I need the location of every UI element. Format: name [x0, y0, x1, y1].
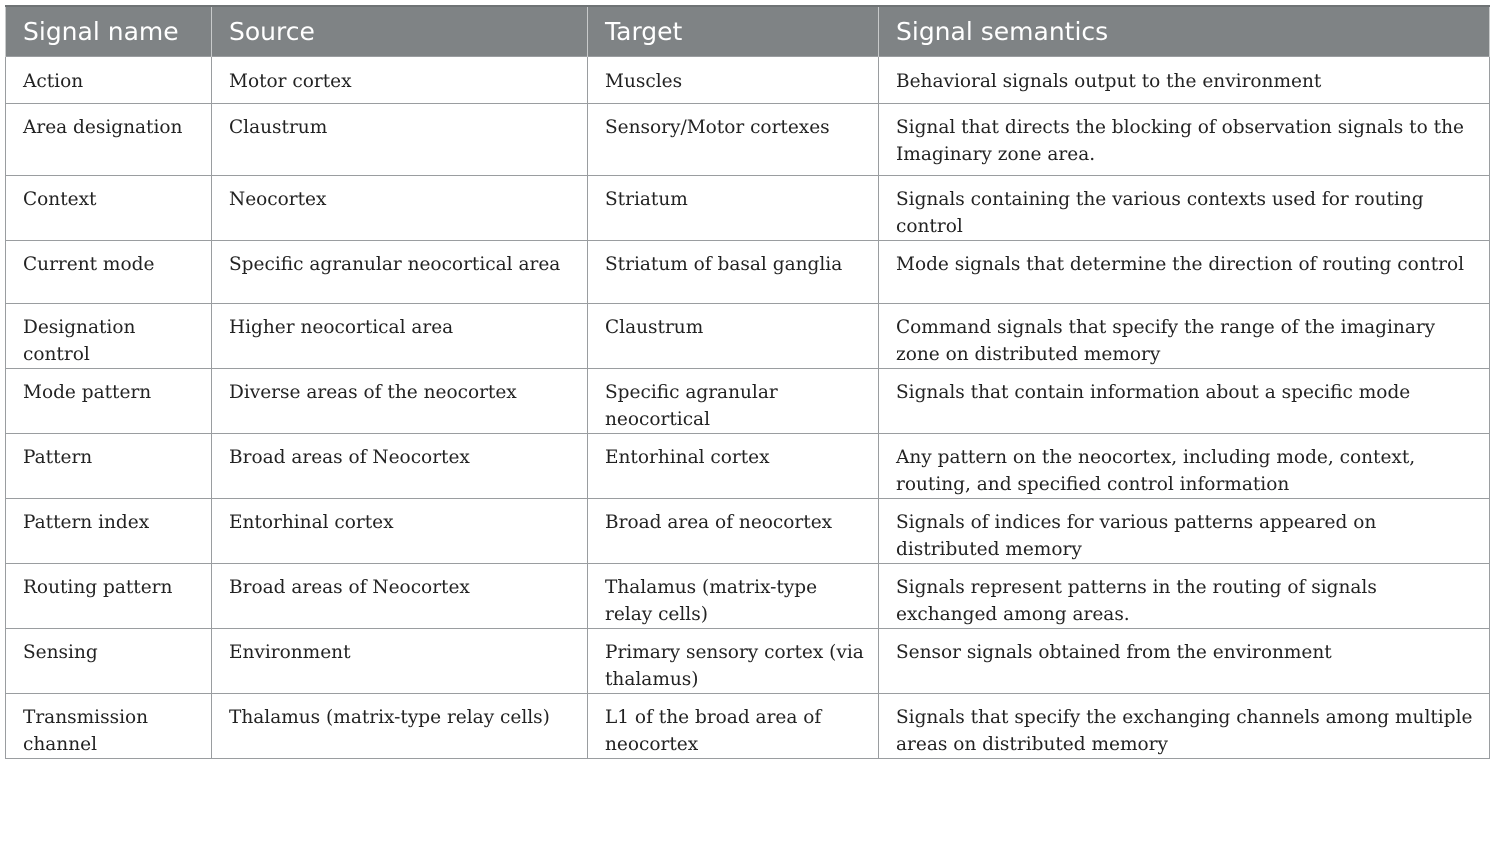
- cell-semantics: Signals represent patterns in the routing of signals exchanged among areas.: [879, 564, 1490, 629]
- cell-target: Broad area of neocortex: [588, 499, 879, 564]
- cell-semantics: Signals containing the various contexts used for routing control: [879, 176, 1490, 241]
- table-row: [6, 176, 1490, 241]
- cell-semantics: Signals of indices for various patterns appeared on distributed memory: [879, 499, 1490, 564]
- cell-signal-name: Routing pattern: [6, 564, 212, 629]
- table-row: [6, 241, 1490, 304]
- table-row: [6, 564, 1490, 629]
- cell-signal-name: Pattern index: [6, 499, 212, 564]
- cell-signal-name: Mode pattern: [6, 369, 212, 434]
- cell-target: L1 of the broad area of neocortex: [588, 694, 879, 759]
- cell-source: Thalamus (matrix-type relay cells): [212, 694, 588, 759]
- table-row: [6, 694, 1490, 759]
- cell-target: Thalamus (matrix-type relay cells): [588, 564, 879, 629]
- cell-signal-name: Action: [6, 57, 212, 104]
- table-row: [6, 434, 1490, 499]
- table-row: [6, 629, 1490, 694]
- cell-semantics: Behavioral signals output to the environment: [879, 57, 1490, 104]
- cell-source: Motor cortex: [212, 57, 588, 104]
- cell-signal-name: Area designation: [6, 104, 212, 176]
- table-row: [6, 499, 1490, 564]
- cell-signal-name: Transmission channel: [6, 694, 212, 759]
- cell-source: Neocortex: [212, 176, 588, 241]
- header-row: [6, 6, 1490, 57]
- header-signal-name: Signal name: [6, 6, 212, 57]
- cell-target: Primary sensory cortex (via thalamus): [588, 629, 879, 694]
- cell-semantics: Command signals that specify the range of the imaginary zone on distributed memory: [879, 304, 1490, 369]
- header-source: Source: [212, 6, 588, 57]
- cell-semantics: Sensor signals obtained from the environment: [879, 629, 1490, 694]
- cell-target: Muscles: [588, 57, 879, 104]
- table-row: [6, 304, 1490, 369]
- cell-source: Higher neocortical area: [212, 304, 588, 369]
- cell-signal-name: Sensing: [6, 629, 212, 694]
- cell-source: Claustrum: [212, 104, 588, 176]
- cell-semantics: Signal that directs the blocking of observation signals to the Imaginary zone area.: [879, 104, 1490, 176]
- table-row: [6, 104, 1490, 176]
- cell-target: Striatum: [588, 176, 879, 241]
- cell-source: Specific agranular neocortical area: [212, 241, 588, 304]
- cell-signal-name: Current mode: [6, 241, 212, 304]
- cell-source: Broad areas of Neocortex: [212, 564, 588, 629]
- cell-target: Specific agranular neocortical: [588, 369, 879, 434]
- cell-target: Sensory/Motor cortexes: [588, 104, 879, 176]
- table-row: [6, 369, 1490, 434]
- header-signal-semantics: Signal semantics: [879, 6, 1490, 57]
- cell-semantics: Signals that specify the exchanging channels among multiple areas on distributed memory: [879, 694, 1490, 759]
- cell-semantics: Signals that contain information about a specific mode: [879, 369, 1490, 434]
- cell-source: Entorhinal cortex: [212, 499, 588, 564]
- cell-source: Environment: [212, 629, 588, 694]
- cell-signal-name: Pattern: [6, 434, 212, 499]
- cell-signal-name: Designation control: [6, 304, 212, 369]
- cell-semantics: Mode signals that determine the direction of routing control: [879, 241, 1490, 304]
- signal-table: [5, 5, 1490, 759]
- table-body: [6, 57, 1490, 759]
- signal-table-container: [5, 5, 1489, 759]
- table-row: [6, 57, 1490, 104]
- cell-target: Striatum of basal ganglia: [588, 241, 879, 304]
- cell-target: Claustrum: [588, 304, 879, 369]
- header-target: Target: [588, 6, 879, 57]
- cell-semantics: Any pattern on the neocortex, including mode, context, routing, and specified control information: [879, 434, 1490, 499]
- table-header: [6, 6, 1490, 57]
- cell-source: Broad areas of Neocortex: [212, 434, 588, 499]
- cell-target: Entorhinal cortex: [588, 434, 879, 499]
- cell-signal-name: Context: [6, 176, 212, 241]
- cell-source: Diverse areas of the neocortex: [212, 369, 588, 434]
